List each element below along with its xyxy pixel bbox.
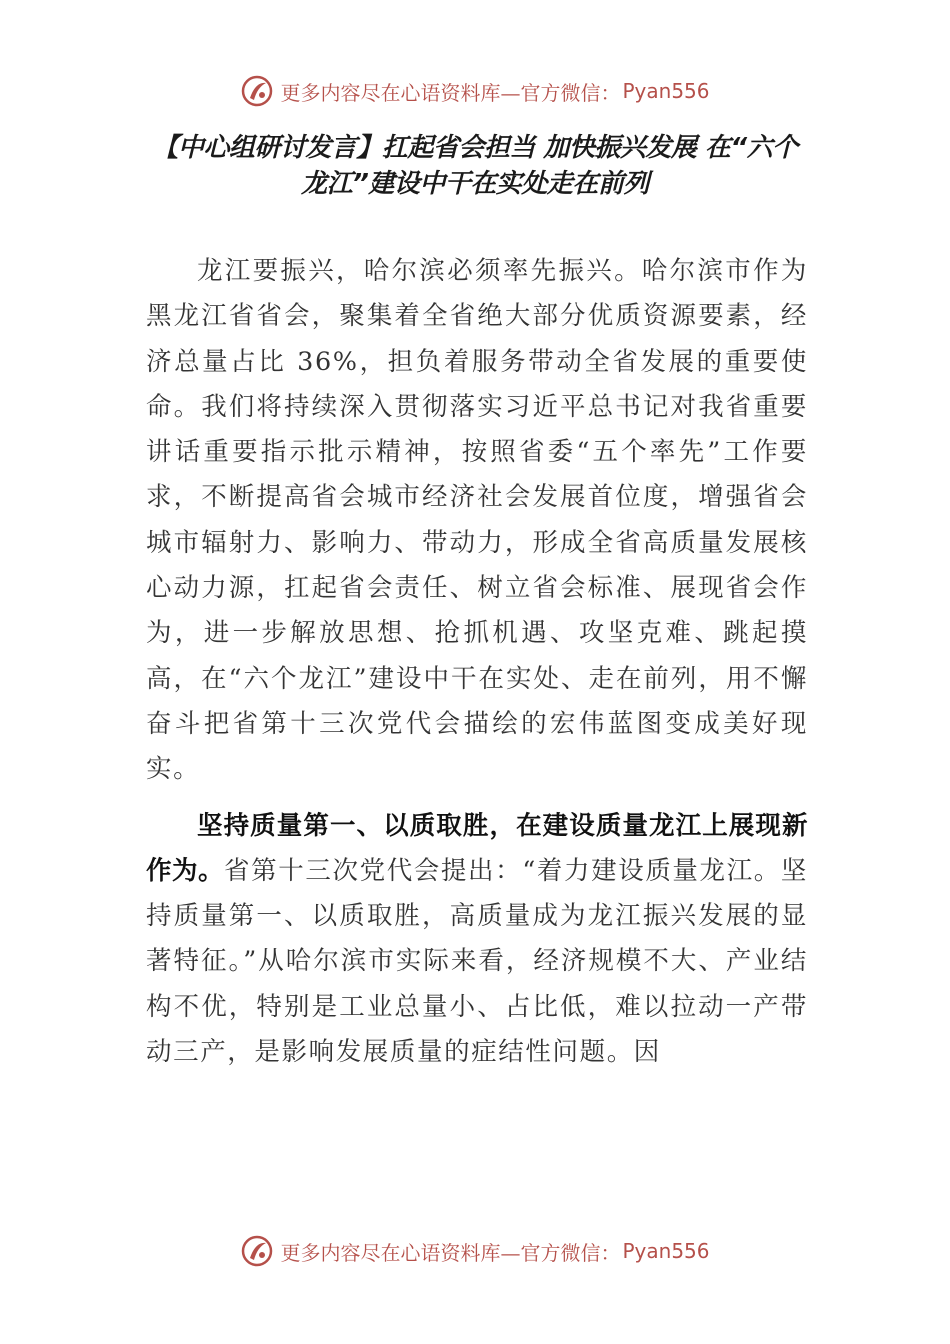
watermark-handle: Pyan556 (622, 79, 710, 103)
logo-icon (240, 1234, 274, 1268)
logo-icon (240, 74, 274, 108)
paragraph-text: 省第十三次党代会提出：“着力建设质量龙江。坚持质量第一、以质取胜，高质量成为龙江振兴发展的显著特征。”从哈尔滨市实际来看，经济规模不大、产业结构不优，特别是工业总量小、占比低，难以拉动一产带动三产，是影响发展质量的症结性问题。因 (146, 855, 808, 1068)
paragraph-lead: 坚持质量第一、以质取胜，在建设质量龙江上展现新作为。 (146, 810, 808, 886)
paragraph-text: 龙江要振兴，哈尔滨必须率先振兴。哈尔滨市作为黑龙江省省会，聚集着全省绝大部分优质资源要素，经济总量占比 36%，担负着服务带动全省发展的重要使命。我们将持续深入贯彻落实习近平总书记对我省重要讲话重要指示批示精神，按照省委“五个率先”工作要求，不断提高省会城市经济社会发展首位度，增强省会城市辐射力、影响力、带动力，形成全省高质量发展核心动力源，扛起省会责任、树立省会标准、展现省会作为，进一步解放思想、抢抓机遇、攻坚克难、跳起摸高，在“六个龙江”建设中干在实处、走在前列，用不懈奋斗把省第十三次党代会描绘的宏伟蓝图变成美好现实。 (146, 256, 808, 785)
paragraph (146, 249, 808, 793)
header-watermark (0, 74, 950, 108)
footer-watermark (0, 1234, 950, 1268)
document-title: 【中心组研讨发言】扛起省会担当 加快振兴发展 在“六个龙江”建设中干在实处走在前列 (152, 133, 798, 199)
document-body (146, 249, 808, 1075)
watermark-handle: Pyan556 (622, 1239, 710, 1263)
paragraph (146, 804, 808, 1076)
watermark-text: 更多内容尽在心语资料库—官方微信： (280, 1240, 621, 1265)
watermark-text: 更多内容尽在心语资料库—官方微信： (280, 80, 621, 105)
